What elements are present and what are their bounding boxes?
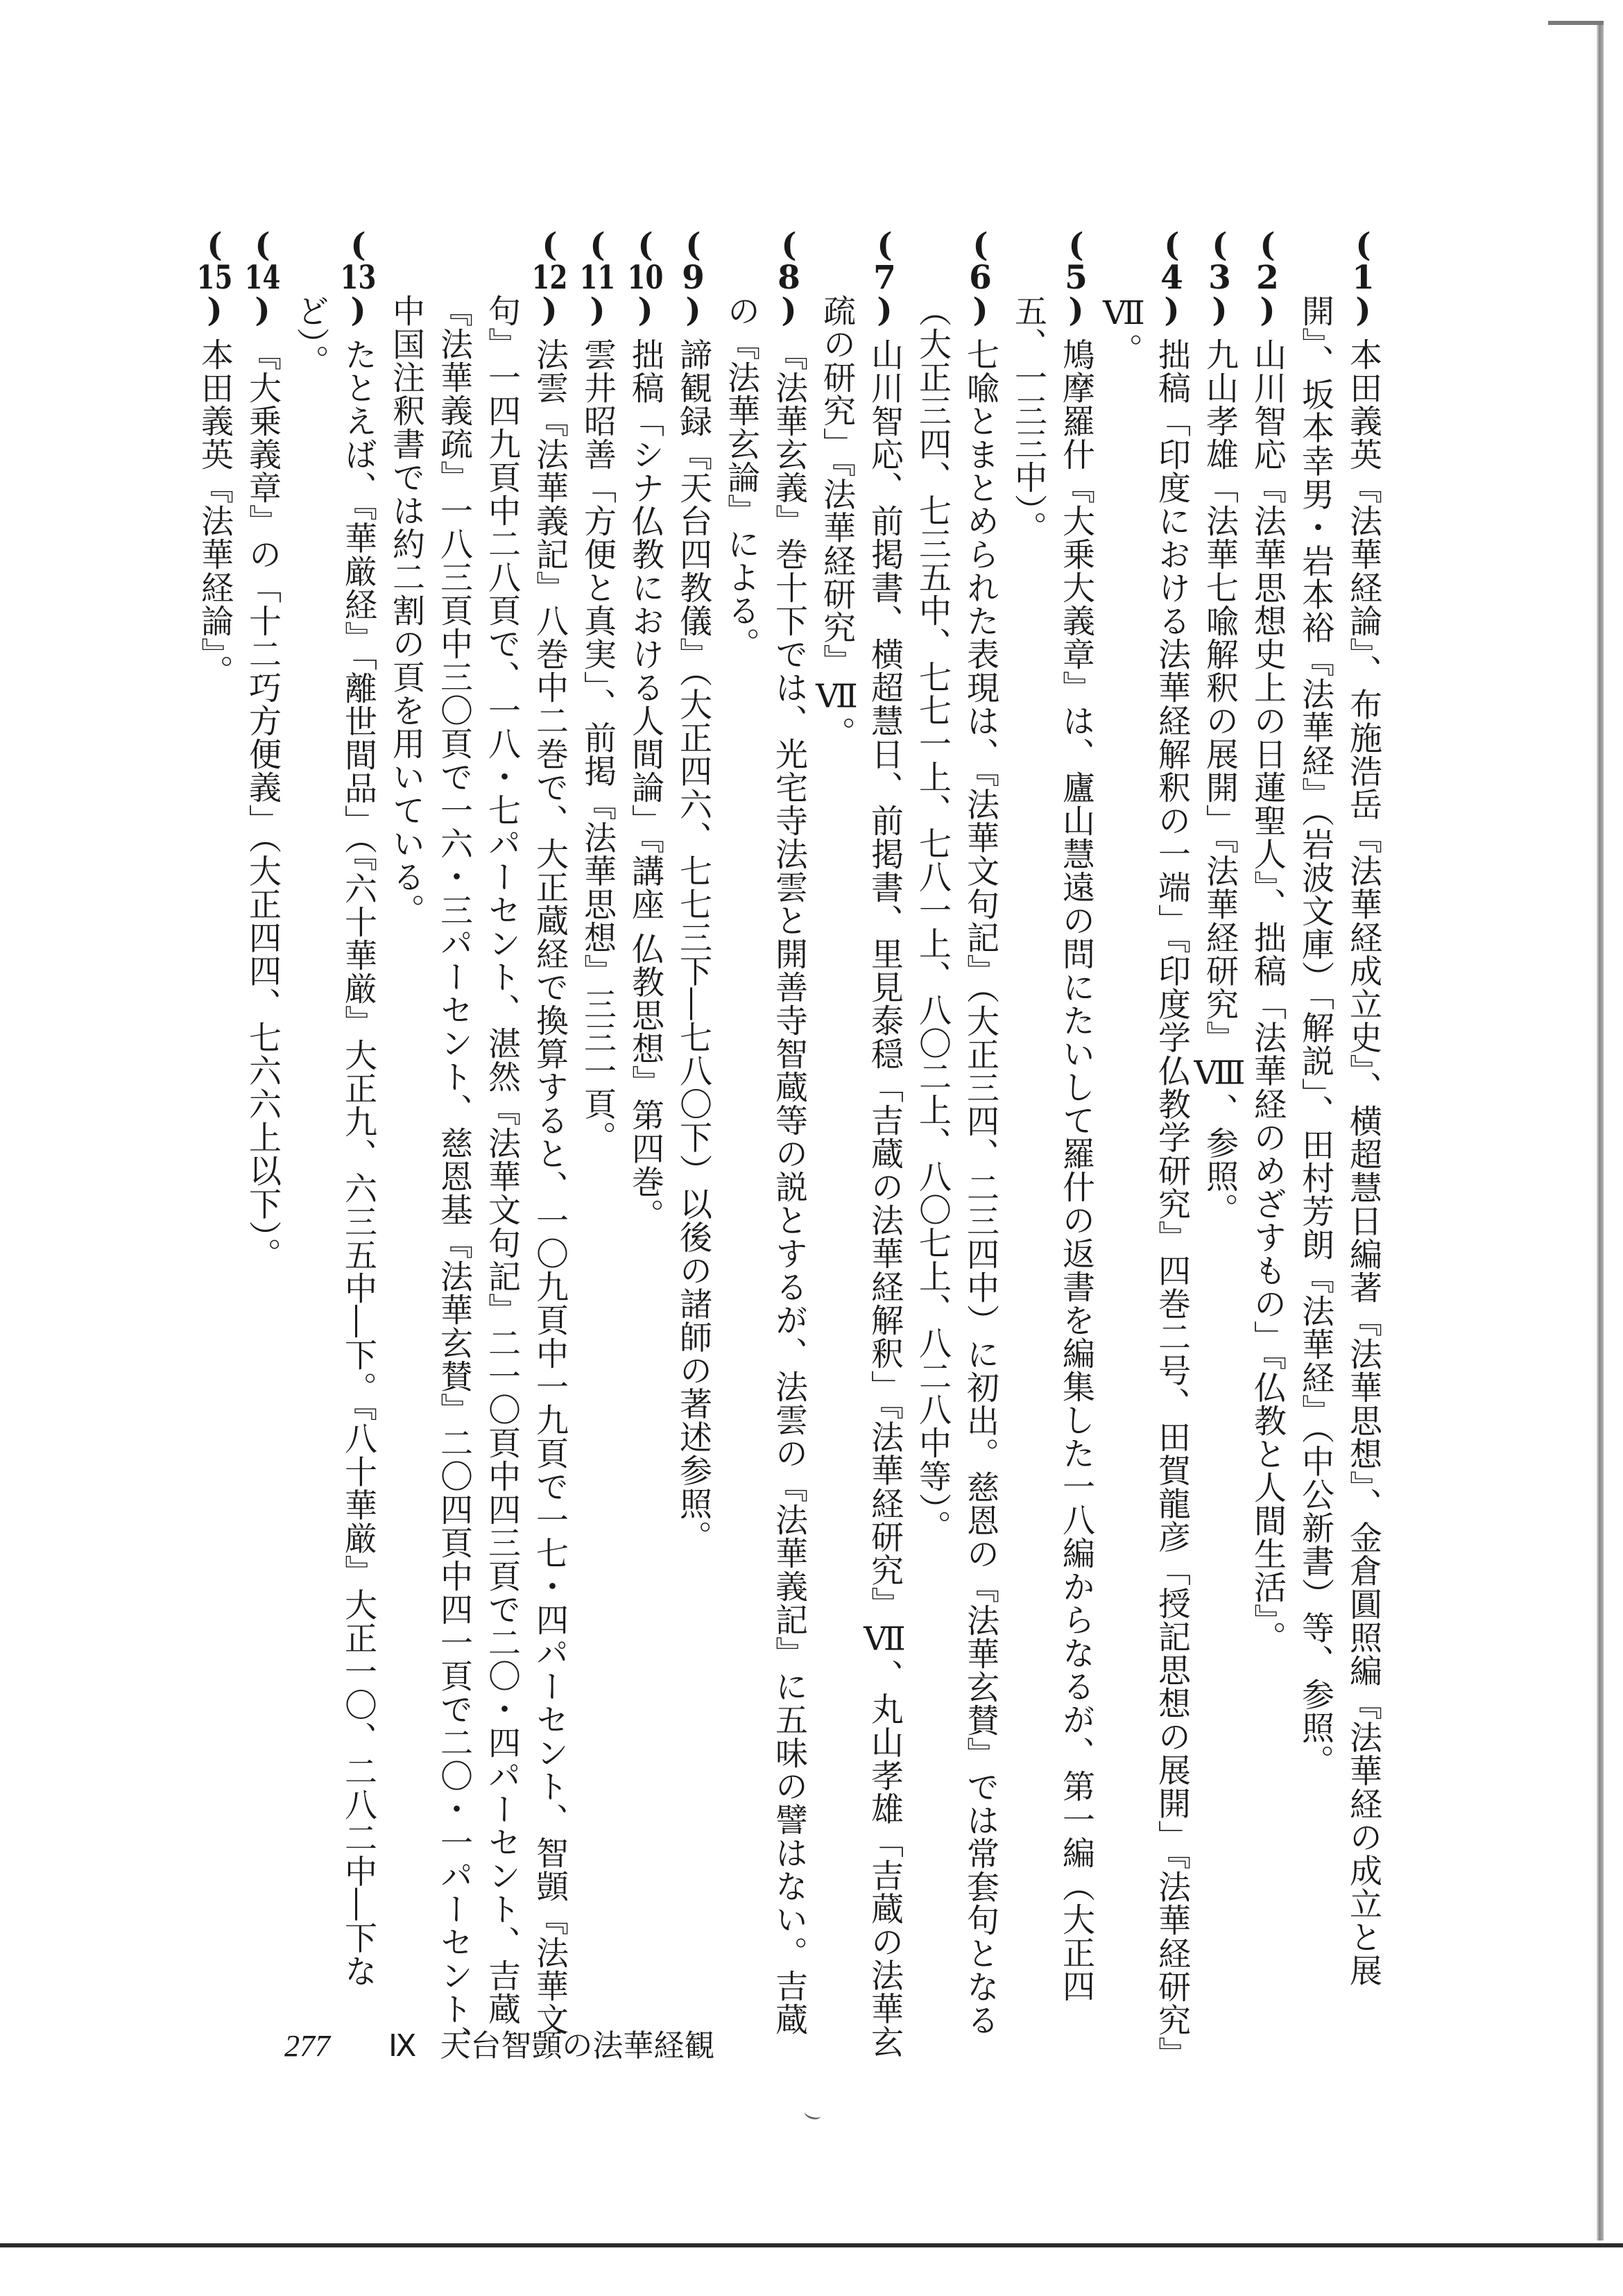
endnotes xyxy=(191,229,1387,2060)
endnote: (12) 法雲『法華義記』八巻中二巻で、大正蔵経で換算すると、一〇九頁中一九頁で一七・四パーセント、智顗『法華文句』一四九頁中二八頁で、一八・七パーセント、湛然『法華文句記』二一〇頁中四三頁で二〇・四パーセント、吉蔵『法華義疏』一八三頁中三〇頁で一六・三パーセント、慈恩基『法華玄賛』二〇四頁中四一頁で二〇・一パーセント、中国注釈書では約二割の頁を用いている。 xyxy=(387,229,569,2059)
note-text: 『大乗義章』の「十二巧方便義」（大正四四、七六六上以下）。 xyxy=(243,337,282,1271)
endnote: (13) たとえば、『華厳経』「離世間品」（『六十華厳』大正九、六三五中―下。『八十華厳』大正一〇、二八二中―下など）。 xyxy=(291,229,377,1988)
note-text: 本田義英『法華経論』、布施浩岳『法華経成立史』、横超慧日編著『法華思想』、金倉圓照編『法華経の成立と展開』、坂本幸男・岩本裕『法華経』（岩波文庫）「解説」、田村芳朗『法華経』（中公新書）等、参照。 xyxy=(1296,294,1382,1987)
note-text: たとえば、『華厳経』「離世間品」（『六十華厳』大正九、六三五中―下。『八十華厳』大正一〇、二八二中―下など）。 xyxy=(291,294,377,1988)
chapter-title: 天台智顗の法華経観 xyxy=(440,2028,715,2064)
endnote: (7) 山川智応、前掲書、横超慧日、前掲書、里見泰穏「吉蔵の法華経解釈」『法華経研究』Ⅶ、丸山孝雄「吉蔵の法華玄疏の研究」『法華経研究』Ⅶ。 xyxy=(818,229,904,2059)
endnote: (4) 拙稿「印度における法華経解釈の一端」『印度学仏教学研究』四巻二号、田賀龍彦「授記思想の展開」『法華経研究』Ⅶ。 xyxy=(1105,229,1191,2054)
note-number: 8 xyxy=(778,262,800,294)
note-text: 本田義英『法華経論』。 xyxy=(196,337,234,688)
endnote: (2) 山川智応『法華思想史上の日蓮聖人』、拙稿「法華経のめざすもの」『仏教と人間生活』。 xyxy=(1248,229,1287,1654)
chapter-number: Ⅸ xyxy=(388,2029,417,2063)
note-number: 13 xyxy=(340,262,377,294)
note-text: 鳩摩羅什『大乗大義章』は、廬山慧遠の問にたいして羅什の返書を編集した一八編からなるが、第一編（大正四五、一三三中）。 xyxy=(1009,294,1095,2003)
note-number: 3 xyxy=(1208,262,1231,294)
note-number: 6 xyxy=(969,262,992,294)
page-number: 277 xyxy=(284,2029,330,2063)
note-text: 山川智応、前掲書、横超慧日、前掲書、里見泰穏「吉蔵の法華経解釈」『法華経研究』Ⅶ、丸山孝雄「吉蔵の法華玄疏の研究」『法華経研究』Ⅶ。 xyxy=(818,294,904,2059)
note-number: 10 xyxy=(627,262,664,294)
note-number: 2 xyxy=(1256,262,1279,294)
endnote: (10) 拙稿「シナ仏教における人間論」『講座 仏教思想』第四巻。 xyxy=(626,229,664,1232)
note-number: 14 xyxy=(244,262,281,294)
note-number: 9 xyxy=(682,262,705,294)
endnote: (3) 九山孝雄「法華七喩解釈の展開」『法華経研究』Ⅷ、参照。 xyxy=(1201,229,1239,1226)
scan-speck xyxy=(803,2107,822,2121)
note-text: 七喩とまとめられた表現は、『法華文句記』（大正三四、二三四中）に初出。慈恩の『法華玄賛』では常套句となる（大正三四、七三五中、七七一上、七八一上、八〇二上、八〇七上、八二八中等）。 xyxy=(913,294,999,2037)
endnote: (1) 本田義英『法華経論』、布施浩岳『法華経成立史』、横超慧日編著『法華思想』、金倉圓照編『法華経の成立と展開』、坂本幸男・岩本裕『法華経』（岩波文庫）「解説」、田村芳朗『法華経』（中公新書）等、参照。 xyxy=(1296,229,1382,1987)
endnote: (15) 本田義英『法華経論』。 xyxy=(196,229,234,688)
running-footer xyxy=(284,2025,770,2067)
note-text: 法雲『法華義記』八巻中二巻で、大正蔵経で換算すると、一〇九頁中一九頁で一七・四パーセント、智顗『法華文句』一四九頁中二八頁で、一八・七パーセント、湛然『法華文句記』二一〇頁中四三頁で二〇・四パーセント、吉蔵『法華義疏』一八三頁中三〇頁で一六・三パーセント、慈恩基『法華玄賛』二〇四頁中四一頁で二〇・一パーセント、中国注釈書では約二割の頁を用いている。 xyxy=(387,294,569,2059)
endnote: (6) 七喩とまとめられた表現は、『法華文句記』（大正三四、二三四中）に初出。慈恩の『法華玄賛』では常套句となる（大正三四、七三五中、七七一上、七八一上、八〇二上、八〇七上、八二八中等）。 xyxy=(913,229,999,2037)
note-text: 拙稿「印度における法華経解釈の一端」『印度学仏教学研究』四巻二号、田賀龍彦「授記思想の展開」『法華経研究』Ⅶ。 xyxy=(1105,294,1191,2054)
note-number: 1 xyxy=(1352,262,1375,294)
note-number: 5 xyxy=(1065,262,1088,294)
note-number: 4 xyxy=(1160,262,1183,294)
note-text: 諦観録『天台四教儀』（大正四六、七七三下―七八〇下）以後の諸師の著述参照。 xyxy=(674,337,712,1554)
page-edge-shadow xyxy=(1597,21,1604,2241)
endnote: (11) 雲井昭善「方便と真実」、前掲『法華思想』三三一頁。 xyxy=(578,229,617,1154)
note-text: 拙稿「シナ仏教における人間論」『講座 仏教思想』第四巻。 xyxy=(626,337,664,1232)
note-text: 山川智応『法華思想史上の日蓮聖人』、拙稿「法華経のめざすもの」『仏教と人間生活』。 xyxy=(1248,337,1287,1654)
note-text: 九山孝雄「法華七喩解釈の展開」『法華経研究』Ⅷ、参照。 xyxy=(1201,337,1239,1226)
note-text: 『法華玄義』巻十下では、光宅寺法雲と開善寺智蔵等の説とするが、法雲の『法華義記』に五味の譬はない。吉蔵の『法華玄論』による。 xyxy=(722,294,808,2036)
note-number: 7 xyxy=(873,262,896,294)
note-number: 15 xyxy=(196,262,233,294)
endnote: (14) 『大乗義章』の「十二巧方便義」（大正四四、七六六上以下）。 xyxy=(243,229,282,1271)
note-number: 11 xyxy=(579,262,616,294)
note-number: 12 xyxy=(531,262,568,294)
bottom-rule xyxy=(0,2243,1623,2247)
endnote: (5) 鳩摩羅什『大乗大義章』は、廬山慧遠の問にたいして羅什の返書を編集した一八編からなるが、第一編（大正四五、一三三中）。 xyxy=(1009,229,1095,2003)
note-text: 雲井昭善「方便と真実」、前掲『法華思想』三三一頁。 xyxy=(578,337,617,1154)
endnote: (8) 『法華玄義』巻十下では、光宅寺法雲と開善寺智蔵等の説とするが、法雲の『法華義記』に五味の譬はない。吉蔵の『法華玄論』による。 xyxy=(722,229,808,2036)
endnote: (9) 諦観録『天台四教儀』（大正四六、七七三下―七八〇下）以後の諸師の著述参照。 xyxy=(674,229,712,1554)
page-edge-cap xyxy=(1548,21,1604,25)
